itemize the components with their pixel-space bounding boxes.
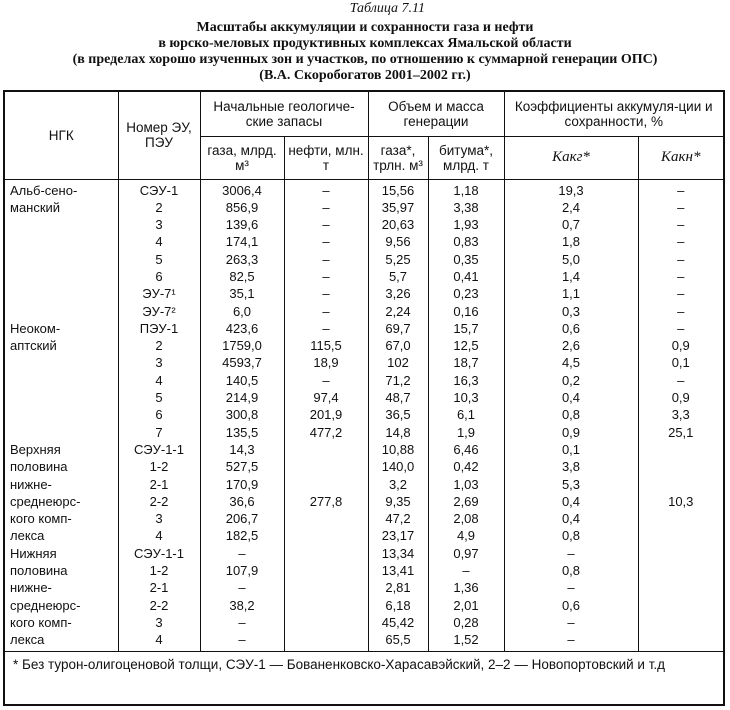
table-row: [5, 389, 723, 406]
table-cell: 0,16: [428, 303, 504, 320]
table-cell: 2,08: [428, 510, 504, 527]
table-cell: 5,25: [368, 251, 428, 268]
footnote: * Без турон-олигоценовой толщи, СЭУ-1 — Бованенковско-Харасавэйский, 2–2 — Новопортовский и т.д: [13, 656, 666, 672]
table-cell: 0,6: [504, 320, 638, 337]
table-cell: –: [284, 179, 368, 199]
table-cell: [638, 441, 723, 458]
table-cell: –: [428, 562, 504, 579]
table-cell: 82,5: [200, 268, 284, 285]
table-cell: 2,6: [504, 337, 638, 354]
table-cell: [284, 562, 368, 579]
table-cell: СЭУ-1-1: [118, 441, 200, 458]
table-cell: [638, 614, 723, 631]
table-cell: 14,3: [200, 441, 284, 458]
table-cell: –: [638, 372, 723, 389]
table-cell: [5, 303, 118, 320]
table-cell: 14,8: [368, 424, 428, 441]
table-row: [5, 631, 723, 651]
table-cell: 423,6: [200, 320, 284, 337]
table-row: [5, 562, 723, 579]
table-cell: –: [504, 545, 638, 562]
table-cell: 1759,0: [200, 337, 284, 354]
table-cell: [5, 216, 118, 233]
table-cell: Верхняя: [5, 441, 118, 458]
table-cell: лекса: [5, 527, 118, 544]
table-cell: [5, 406, 118, 423]
table-cell: 1,9: [428, 424, 504, 441]
table-cell: 2,4: [504, 199, 638, 216]
table-cell: 5,3: [504, 476, 638, 493]
table-cell: 107,9: [200, 562, 284, 579]
table-cell: Альб-сено-: [5, 179, 118, 199]
table-cell: 4: [118, 233, 200, 250]
table-cell: –: [284, 303, 368, 320]
table-cell: 2-2: [118, 493, 200, 510]
table-cell: 170,9: [200, 476, 284, 493]
table-cell: 2,81: [368, 579, 428, 596]
table-cell: 4,9: [428, 527, 504, 544]
table-cell: 0,2: [504, 372, 638, 389]
table-cell: –: [638, 179, 723, 199]
table-cell: [284, 510, 368, 527]
table-cell: [284, 476, 368, 493]
table-cell: 3: [118, 614, 200, 631]
table-cell: 3,3: [638, 406, 723, 423]
header-generation: Объем и масса генерации: [368, 92, 504, 136]
table-cell: [638, 562, 723, 579]
table-cell: 3,2: [368, 476, 428, 493]
table-cell: –: [284, 268, 368, 285]
header-gas-gen: газа*, трлн. м³: [368, 136, 428, 179]
table-cell: [638, 476, 723, 493]
table-cell: –: [284, 320, 368, 337]
table-row: [5, 303, 723, 320]
table-cell: 0,42: [428, 458, 504, 475]
table-cell: 16,3: [428, 372, 504, 389]
table-cell: 3: [118, 354, 200, 371]
table-cell: 45,42: [368, 614, 428, 631]
header-zapasy: Начальные геологиче-ские запасы: [200, 92, 368, 136]
header-gas: газа, млрд. м³: [200, 136, 284, 179]
table-row: [5, 285, 723, 302]
table-body: [5, 179, 723, 651]
table-cell: 1,4: [504, 268, 638, 285]
table-cell: Неоком-: [5, 320, 118, 337]
table-caption: Таблица 7.11: [349, 1, 425, 16]
table-cell: 182,5: [200, 527, 284, 544]
table-cell: 1,52: [428, 631, 504, 651]
table-cell: кого комп-: [5, 510, 118, 527]
table-cell: –: [200, 614, 284, 631]
table-cell: 35,97: [368, 199, 428, 216]
table-cell: 3,38: [428, 199, 504, 216]
table-row: [5, 199, 723, 216]
table-cell: 5,0: [504, 251, 638, 268]
table-cell: 15,56: [368, 179, 428, 199]
table-cell: 115,5: [284, 337, 368, 354]
table-cell: 1,93: [428, 216, 504, 233]
table-cell: 13,41: [368, 562, 428, 579]
table-cell: –: [638, 285, 723, 302]
table-cell: [284, 631, 368, 651]
table-cell: 35,1: [200, 285, 284, 302]
table-row: [5, 493, 723, 510]
table-cell: [638, 579, 723, 596]
table-row: [5, 179, 723, 199]
table-cell: –: [638, 303, 723, 320]
table-cell: 1,18: [428, 179, 504, 199]
table-cell: 102: [368, 354, 428, 371]
table-cell: 38,2: [200, 597, 284, 614]
table-cell: 3: [118, 216, 200, 233]
table-row: [5, 458, 723, 475]
table-cell: –: [638, 251, 723, 268]
table-cell: 5: [118, 251, 200, 268]
table-cell: 2-1: [118, 476, 200, 493]
table-cell: 0,41: [428, 268, 504, 285]
table-cell: 3006,4: [200, 179, 284, 199]
table-cell: [638, 527, 723, 544]
table-cell: 0,8: [504, 562, 638, 579]
table-row: [5, 337, 723, 354]
table-cell: 1,03: [428, 476, 504, 493]
table-cell: [284, 545, 368, 562]
table-cell: 174,1: [200, 233, 284, 250]
table-cell: 0,4: [504, 510, 638, 527]
table-cell: Нижняя: [5, 545, 118, 562]
table-cell: [5, 251, 118, 268]
table-row: [5, 233, 723, 250]
table-cell: 10,88: [368, 441, 428, 458]
table-row: [5, 527, 723, 544]
data-table: [5, 92, 723, 652]
table-row: [5, 441, 723, 458]
table-cell: 1,8: [504, 233, 638, 250]
table-row: [5, 372, 723, 389]
table-cell: 48,7: [368, 389, 428, 406]
table-cell: [638, 545, 723, 562]
table-cell: 201,9: [284, 406, 368, 423]
table-cell: 36,6: [200, 493, 284, 510]
table-cell: –: [638, 216, 723, 233]
table-cell: 36,5: [368, 406, 428, 423]
table-cell: 0,8: [504, 527, 638, 544]
table-cell: 15,7: [428, 320, 504, 337]
table-cell: –: [638, 199, 723, 216]
table-cell: 2,24: [368, 303, 428, 320]
table-cell: –: [638, 268, 723, 285]
table-row: [5, 406, 723, 423]
table-cell: ПЭУ-1: [118, 320, 200, 337]
table-cell: 263,3: [200, 251, 284, 268]
table-cell: 3,8: [504, 458, 638, 475]
table-cell: 527,5: [200, 458, 284, 475]
table-cell: 856,9: [200, 199, 284, 216]
header-koef: Коэффициенты аккумуля-ции и сохранности, %: [504, 92, 723, 136]
table-cell: 6,1: [428, 406, 504, 423]
table-cell: [638, 510, 723, 527]
table-cell: 6: [118, 268, 200, 285]
table-cell: 12,5: [428, 337, 504, 354]
table-cell: [638, 458, 723, 475]
table-cell: –: [200, 631, 284, 651]
table-cell: 9,35: [368, 493, 428, 510]
table-cell: 5,7: [368, 268, 428, 285]
table-cell: среднеюрс-: [5, 493, 118, 510]
table-cell: лекса: [5, 631, 118, 651]
table-cell: [5, 389, 118, 406]
table-cell: 300,8: [200, 406, 284, 423]
table-cell: 277,8: [284, 493, 368, 510]
table-cell: нижне-: [5, 579, 118, 596]
table-cell: 0,1: [638, 354, 723, 371]
table-cell: 9,56: [368, 233, 428, 250]
table-cell: 0,1: [504, 441, 638, 458]
table-cell: 0,9: [638, 337, 723, 354]
table-cell: 20,63: [368, 216, 428, 233]
header-bitum: битума*, млрд. т: [428, 136, 504, 179]
table-cell: 140,5: [200, 372, 284, 389]
table-cell: 2-1: [118, 579, 200, 596]
table-cell: ЭУ-7²: [118, 303, 200, 320]
table-cell: [5, 424, 118, 441]
table-cell: –: [200, 579, 284, 596]
table-cell: СЭУ-1: [118, 179, 200, 199]
table-cell: 3: [118, 510, 200, 527]
title-line: в юрско-меловых продуктивных комплексах Ямальской области: [158, 36, 572, 51]
table-row: [5, 614, 723, 631]
table-cell: –: [284, 233, 368, 250]
table-cell: 2-2: [118, 597, 200, 614]
header-nomer: Номер ЭУ, ПЭУ: [118, 92, 200, 179]
table-cell: 4: [118, 527, 200, 544]
table-cell: 7: [118, 424, 200, 441]
table-cell: 0,83: [428, 233, 504, 250]
table-cell: 135,5: [200, 424, 284, 441]
table-cell: 4593,7: [200, 354, 284, 371]
table-cell: кого комп-: [5, 614, 118, 631]
table-cell: 0,97: [428, 545, 504, 562]
table-cell: 10,3: [638, 493, 723, 510]
table-cell: 65,5: [368, 631, 428, 651]
table-cell: 4,5: [504, 354, 638, 371]
table-cell: [5, 354, 118, 371]
table-cell: [5, 372, 118, 389]
table-cell: 0,4: [504, 493, 638, 510]
table-cell: аптский: [5, 337, 118, 354]
table-cell: 23,17: [368, 527, 428, 544]
table-cell: ЭУ-7¹: [118, 285, 200, 302]
header-oil: нефти, млн. т: [284, 136, 368, 179]
table-cell: [5, 268, 118, 285]
table-cell: 47,2: [368, 510, 428, 527]
table-cell: 6,46: [428, 441, 504, 458]
table-cell: [284, 614, 368, 631]
table-cell: 2: [118, 337, 200, 354]
table-cell: 0,9: [504, 424, 638, 441]
table-cell: –: [284, 199, 368, 216]
table-cell: [638, 631, 723, 651]
table-cell: 2,69: [428, 493, 504, 510]
table-row: [5, 354, 723, 371]
table-cell: 25,1: [638, 424, 723, 441]
table-cell: 0,8: [504, 406, 638, 423]
table-cell: СЭУ-1-1: [118, 545, 200, 562]
table-row: [5, 268, 723, 285]
table-cell: –: [638, 320, 723, 337]
table-cell: 2,01: [428, 597, 504, 614]
table-cell: 3,26: [368, 285, 428, 302]
table-cell: –: [504, 614, 638, 631]
table-cell: 18,7: [428, 354, 504, 371]
table-cell: 0,6: [504, 597, 638, 614]
table-cell: 0,7: [504, 216, 638, 233]
table-cell: 6: [118, 406, 200, 423]
table-cell: половина: [5, 562, 118, 579]
table-cell: 67,0: [368, 337, 428, 354]
table-cell: 5: [118, 389, 200, 406]
table-row: [5, 216, 723, 233]
header-ngk: НГК: [5, 92, 118, 179]
table-cell: 0,35: [428, 251, 504, 268]
table-cell: 1-2: [118, 458, 200, 475]
table-cell: 0,4: [504, 389, 638, 406]
table-row: [5, 597, 723, 614]
table-cell: 69,7: [368, 320, 428, 337]
table-cell: –: [504, 631, 638, 651]
table-cell: 6,0: [200, 303, 284, 320]
table-cell: [284, 441, 368, 458]
table-cell: 97,4: [284, 389, 368, 406]
table-cell: –: [284, 372, 368, 389]
table-cell: 4: [118, 372, 200, 389]
table-cell: 206,7: [200, 510, 284, 527]
table-row: [5, 579, 723, 596]
table-cell: [284, 527, 368, 544]
table-row: [5, 251, 723, 268]
table-cell: 18,9: [284, 354, 368, 371]
table-cell: 214,9: [200, 389, 284, 406]
table-row: [5, 320, 723, 337]
table-cell: 10,3: [428, 389, 504, 406]
table-cell: среднеюрс-: [5, 597, 118, 614]
table-cell: половина: [5, 458, 118, 475]
table-title: [0, 20, 730, 84]
table-cell: [5, 285, 118, 302]
table-cell: [284, 597, 368, 614]
table-cell: 71,2: [368, 372, 428, 389]
table-cell: 13,34: [368, 545, 428, 562]
table-cell: 6,18: [368, 597, 428, 614]
table-cell: 477,2: [284, 424, 368, 441]
table-cell: 4: [118, 631, 200, 651]
table-cell: нижне-: [5, 476, 118, 493]
table-cell: 1,1: [504, 285, 638, 302]
table-cell: 1,36: [428, 579, 504, 596]
table-cell: –: [284, 285, 368, 302]
table-cell: 139,6: [200, 216, 284, 233]
table-cell: [284, 458, 368, 475]
table-cell: 1-2: [118, 562, 200, 579]
table-cell: –: [638, 233, 723, 250]
table-row: [5, 545, 723, 562]
table-cell: 0,9: [638, 389, 723, 406]
table-cell: –: [284, 216, 368, 233]
table-cell: –: [200, 545, 284, 562]
table-row: [5, 424, 723, 441]
table-cell: манский: [5, 199, 118, 216]
table-cell: [638, 597, 723, 614]
title-line: Масштабы аккумуляции и сохранности газа и нефти: [196, 20, 534, 35]
table-cell: 0,3: [504, 303, 638, 320]
table-cell: –: [284, 251, 368, 268]
table-cell: 0,28: [428, 614, 504, 631]
data-table-frame: [3, 90, 725, 706]
title-line: (В.А. Скоробогатов 2001–2002 гг.): [259, 68, 471, 83]
table-cell: 2: [118, 199, 200, 216]
table-cell: 0,23: [428, 285, 504, 302]
title-line: (в пределах хорошо изученных зон и участков, по отношению к суммарной генерации ОПС): [72, 52, 658, 67]
table-cell: 140,0: [368, 458, 428, 475]
table-row: [5, 476, 723, 493]
table-cell: 19,3: [504, 179, 638, 199]
table-row: [5, 510, 723, 527]
table-cell: –: [504, 579, 638, 596]
table-cell: [284, 579, 368, 596]
table-cell: [5, 233, 118, 250]
header-k-oil: Kакн*: [638, 136, 723, 179]
header-k-gas: Kакг*: [504, 136, 638, 179]
